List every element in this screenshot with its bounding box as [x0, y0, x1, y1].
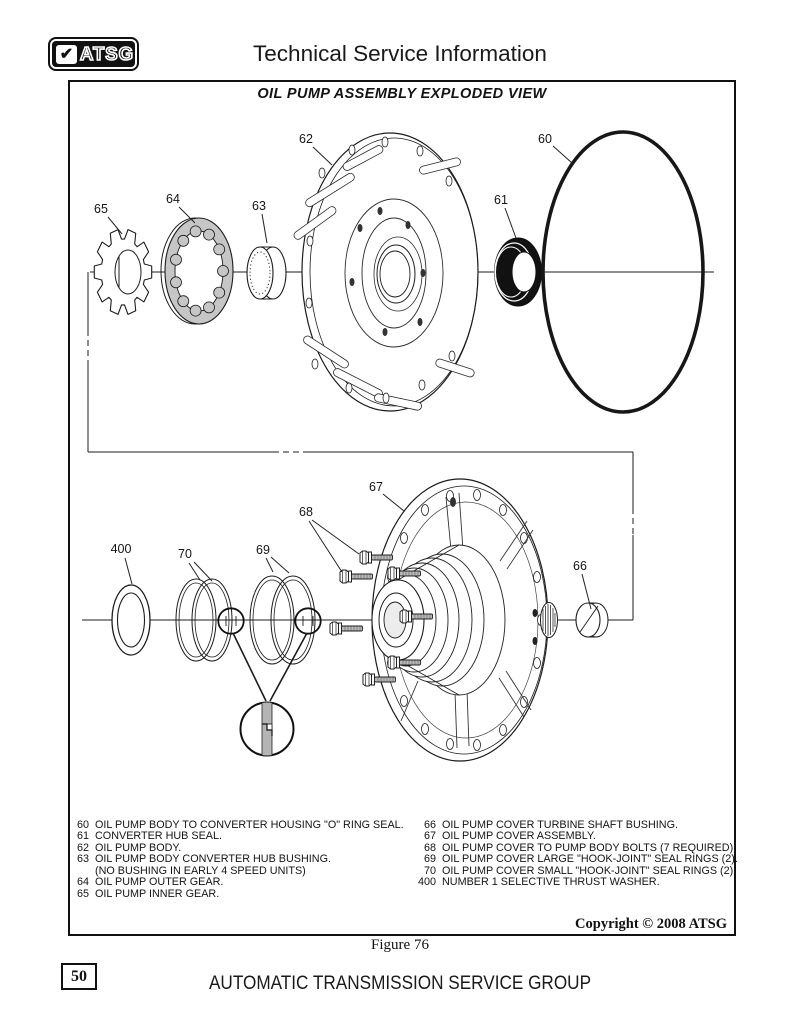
document-title: Technical Service Information [253, 41, 547, 66]
part-description: OIL PUMP COVER TO PUMP BODY BOLTS (7 REQUIRED). [442, 841, 737, 854]
part-label-70: 70 [178, 547, 192, 561]
part-number: 400 [417, 876, 436, 889]
part-number: 70 [423, 864, 436, 877]
part-label-64: 64 [166, 192, 180, 206]
part-number: 62 [76, 841, 89, 854]
part-description: OIL PUMP COVER LARGE "HOOK-JOINT" SEAL RINGS (2). [442, 853, 738, 866]
part-64-outer-gear [161, 218, 233, 324]
copyright-notice: Copyright © 2008 ATSG [575, 916, 727, 932]
part-label-400: 400 [110, 542, 132, 556]
part-description: (NO BUSHING IN EARLY 4 SPEED UNITS) [95, 864, 306, 877]
organization-name: AUTOMATIC TRANSMISSION SERVICE GROUP [208, 972, 592, 994]
part-label-67: 67 [369, 480, 383, 494]
part-description: OIL PUMP COVER TURBINE SHAFT BUSHING. [442, 819, 678, 831]
part-description: OIL PUMP BODY CONVERTER HUB BUSHING. [95, 853, 331, 866]
part-number: 67 [423, 830, 436, 843]
part-row [72, 889, 408, 900]
part-label-60: 60 [538, 132, 552, 146]
atsg-logo-check-icon: ✔ [56, 45, 77, 64]
part-description: OIL PUMP COVER SMALL "HOOK-JOINT" SEAL RINGS (2). [442, 864, 737, 877]
part-label-68: 68 [299, 505, 313, 519]
parts-list-right [412, 819, 738, 889]
part-number: 61 [76, 830, 89, 843]
part-400-thrust-washer [112, 585, 150, 655]
figure-caption: Figure 76 [371, 937, 429, 953]
part-number: 68 [423, 841, 436, 854]
part-description: OIL PUMP INNER GEAR. [95, 887, 220, 900]
part-number: 60 [76, 819, 89, 831]
part-description: OIL PUMP BODY. [95, 841, 182, 854]
part-label-63: 63 [252, 199, 266, 213]
detail-markers [218, 608, 320, 701]
detail-circle-hook-joint [241, 702, 294, 756]
part-label-66: 66 [573, 559, 587, 573]
part-65-inner-gear [94, 230, 151, 315]
part-row [412, 877, 732, 888]
atsg-logo-text: ATSG [80, 43, 135, 64]
figure-box [68, 80, 736, 936]
part-description: NUMBER 1 SELECTIVE THRUST WASHER. [442, 876, 660, 889]
turbine-shaft-splines [541, 603, 558, 638]
page-number: 50 [71, 968, 87, 985]
bolt [330, 622, 363, 635]
part-label-69: 69 [256, 543, 270, 557]
parts-list-left [72, 820, 408, 900]
part-label-65: 65 [94, 202, 108, 216]
part-62-pump-body [292, 133, 478, 411]
figure-title: OIL PUMP ASSEMBLY EXPLODED VIEW [257, 86, 547, 102]
part-label-61: 61 [494, 193, 508, 207]
part-description: CONVERTER HUB SEAL. [95, 830, 222, 843]
part-row [72, 877, 408, 888]
part-number: 69 [423, 853, 436, 866]
part-number: 64 [76, 876, 89, 889]
part-61-hub-seal [495, 238, 542, 306]
bolt [340, 570, 373, 583]
exploded-view-diagram [68, 80, 736, 936]
part-66-turbine-bushing [576, 603, 608, 637]
part-description: OIL PUMP OUTER GEAR. [95, 876, 224, 889]
part-description: OIL PUMP COVER ASSEMBLY. [442, 830, 596, 843]
part-label-62: 62 [299, 132, 313, 146]
part-description: OIL PUMP BODY TO CONVERTER HOUSING "O" RING SEAL. [95, 819, 404, 831]
part-number: 66 [423, 819, 436, 831]
part-number: 65 [76, 887, 89, 900]
part-number: 63 [76, 853, 89, 866]
part-63-hub-bushing [247, 247, 286, 299]
